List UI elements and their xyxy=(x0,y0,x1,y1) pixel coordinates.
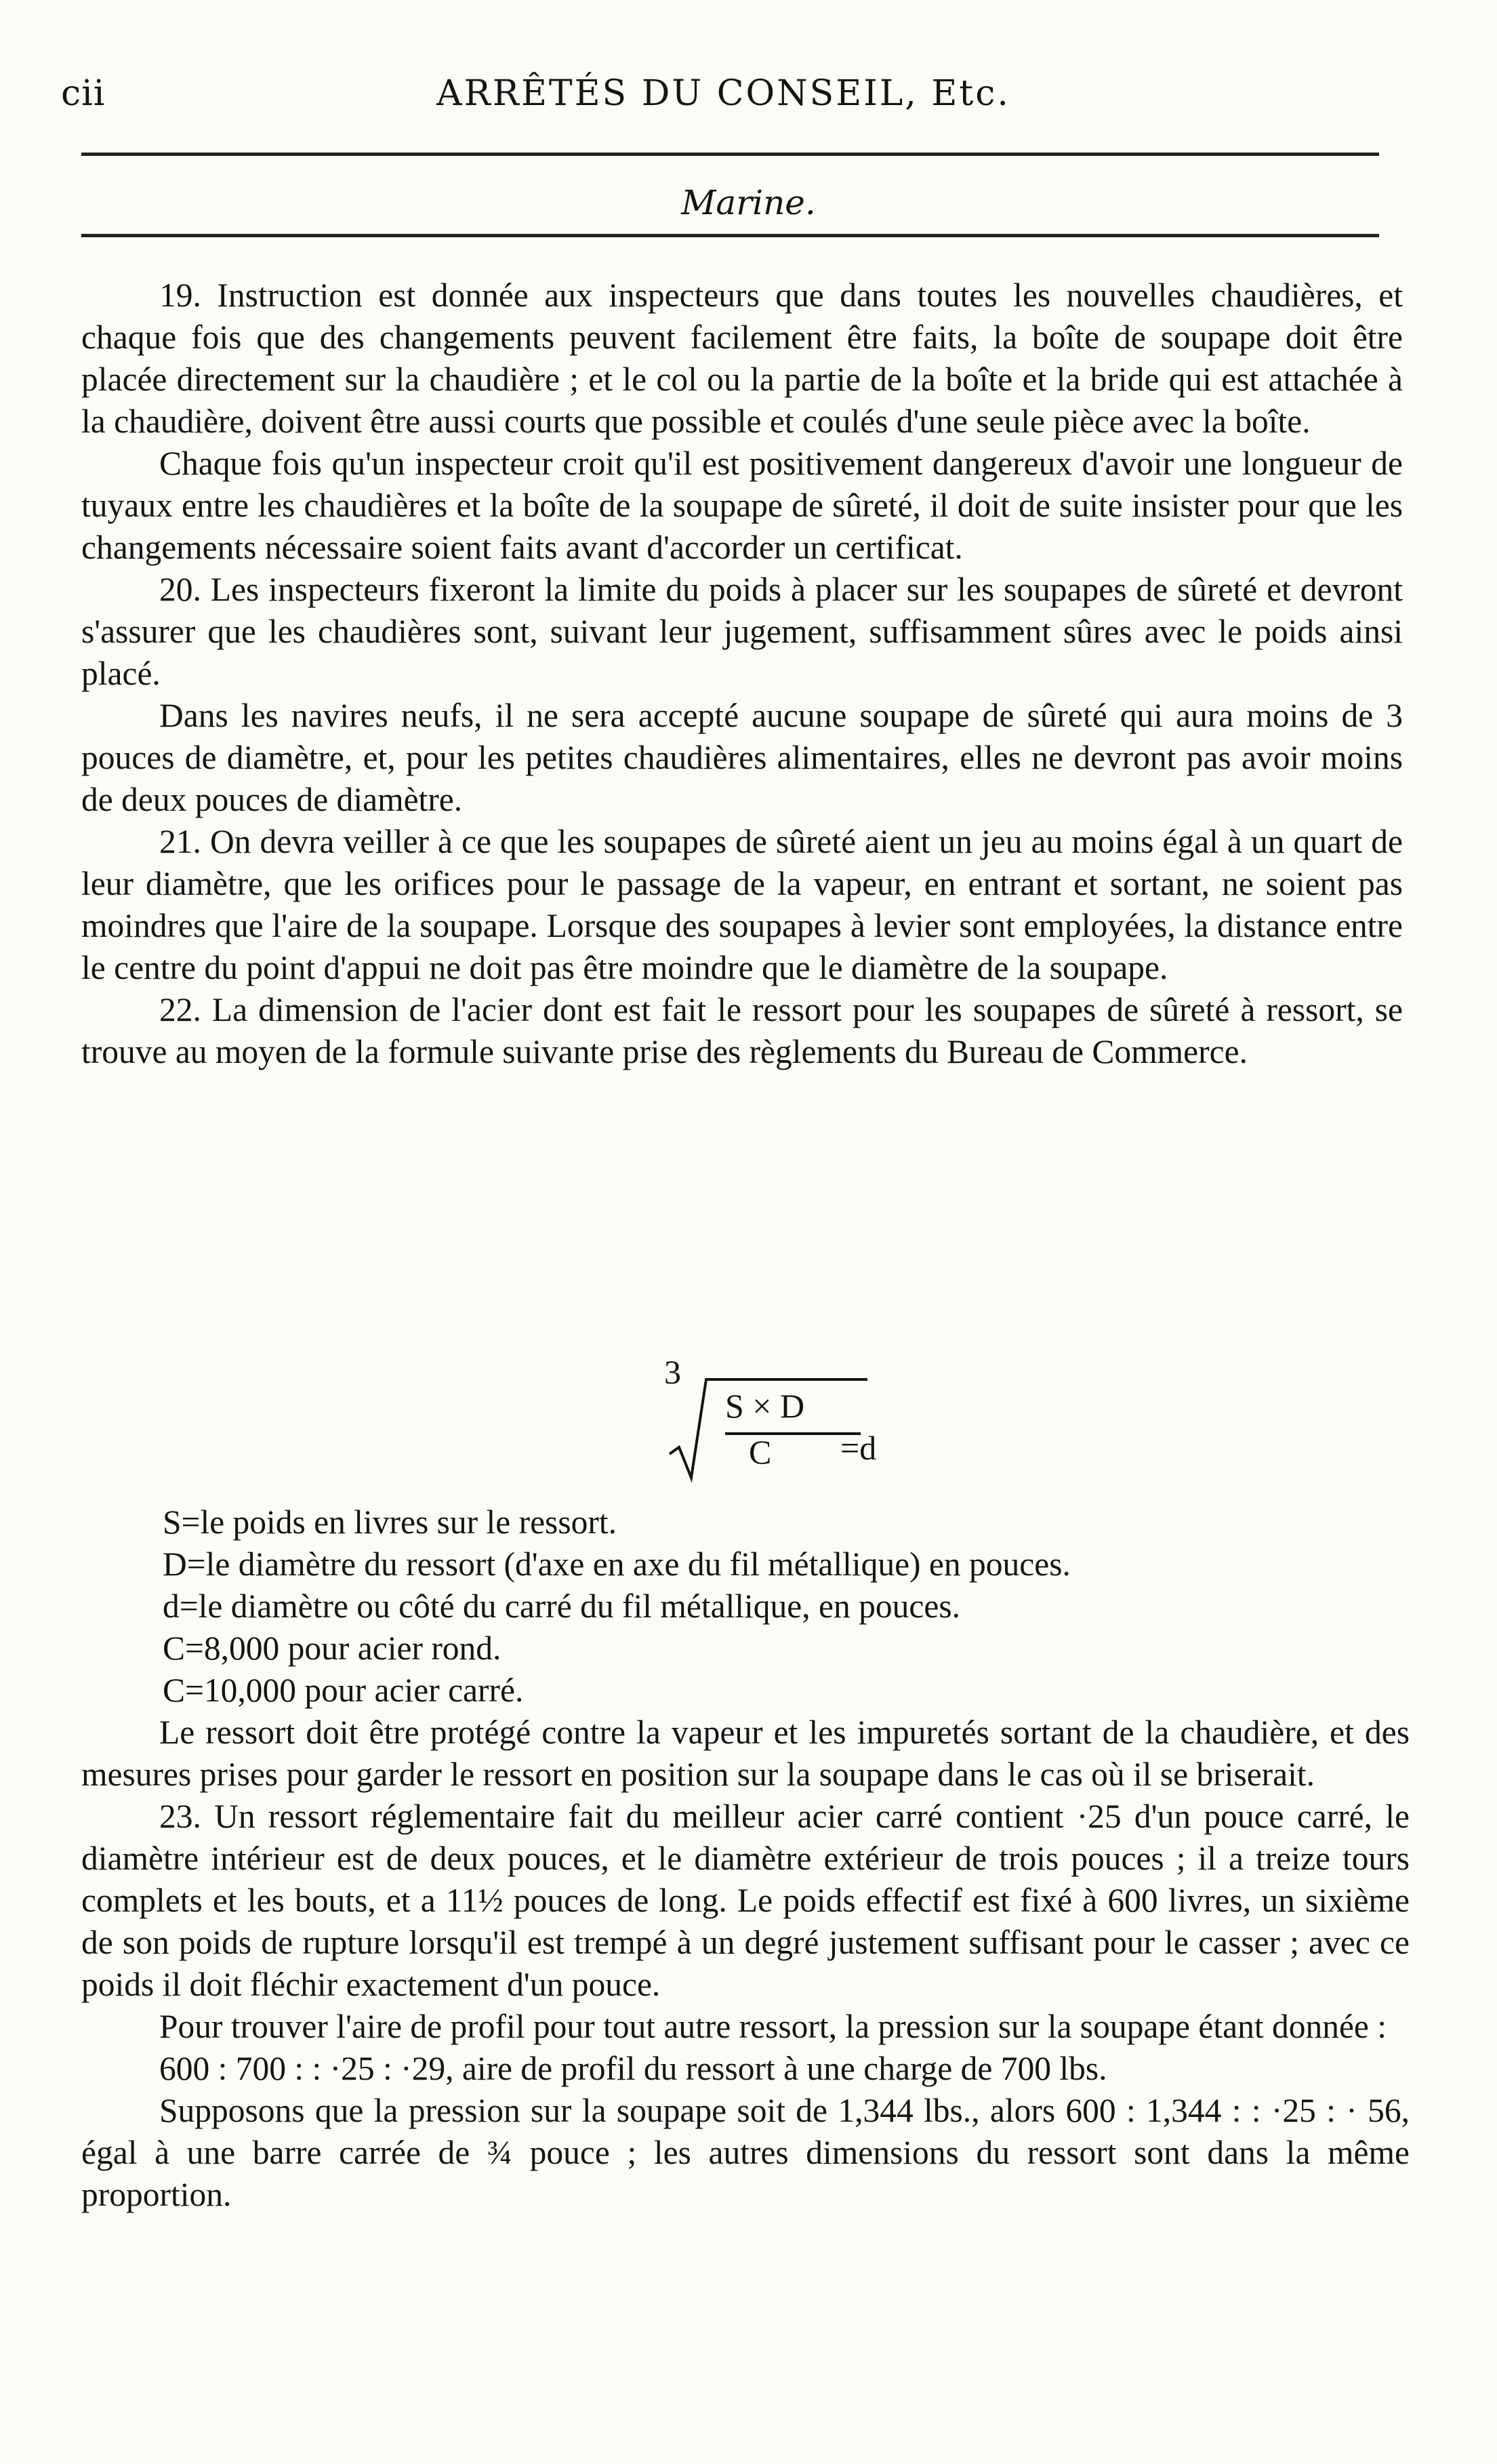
paragraph: Supposons que la pression sur la soupape soit de 1,344 lbs., alors 600 : 1,344 : : ·25 : · 56, égal à une barre carrée de ¾ pouce ; les autres dimensions du ressort sont dans la même proportion. xyxy=(81,2092,1410,2213)
paragraph: Pour trouver l'aire de profil pour tout autre ressort, la pression sur la soupape étant donnée : xyxy=(159,2008,1387,2045)
page-header xyxy=(61,73,1386,121)
formula-denominator: C xyxy=(749,1433,772,1471)
paragraph: 21. On devra veiller à ce que les soupapes de sûreté aient un jeu au moins égal à un quart de leur diamètre, que les orifices pour le passage de la vapeur, en entrant et sortant, ne soient pas moindres que l'aire de la soupape. Lorsque des soupapes à levier sont employées, la distance entre le centre du point d'appui ne doit pas être moindre que le diamètre de la soupape. xyxy=(81,823,1403,986)
section-title: Marine. xyxy=(681,183,816,222)
paragraph: 600 : 700 : : ·25 : ·29, aire de profil du ressort à une charge de 700 lbs. xyxy=(159,2050,1107,2087)
body-text xyxy=(81,275,1403,1073)
formula-numerator: S × D xyxy=(725,1387,805,1425)
definition-item: S=le poids en livres sur le ressort. xyxy=(163,1503,617,1541)
paragraph: Dans les navires neufs, il ne sera accepté aucune soupape de sûreté qui aura moins de 3 pouces de diamètre, et, pour les petites chaudières alimentaires, elles ne devront pas avoir moins de deux pouces de diamètre. xyxy=(81,697,1403,818)
definition-item: D=le diamètre du ressort (d'axe en axe du fil métallique) en pouces. xyxy=(163,1546,1071,1583)
definition-item: d=le diamètre ou côté du carré du fil métallique, en pouces. xyxy=(163,1588,960,1625)
paragraph: 20. Les inspecteurs fixeront la limite du poids à placer sur les soupapes de sûreté et devront s'assurer que les chaudières sont, suivant leur jugement, suffisamment sûres avec le poids ainsi placé. xyxy=(81,571,1403,692)
root-index: 3 xyxy=(664,1353,681,1391)
definition-item: C=10,000 pour acier carré. xyxy=(163,1672,524,1709)
paragraph: Chaque fois qu'un inspecteur croit qu'il est positivement dangereux d'avoir une longueur de tuyaux entre les chaudières et la boîte de la soupape de sûreté, il doit de suite insister pour que les changements nécessaire soient faits avant d'accorder un certificat. xyxy=(81,445,1403,566)
header-rule-bottom xyxy=(81,234,1379,237)
body-text-continued xyxy=(81,1712,1410,2216)
definitions-list xyxy=(81,1501,1410,1712)
spring-formula xyxy=(657,1352,942,1488)
formula-result: =d xyxy=(840,1429,877,1467)
definition-item: C=8,000 pour acier rond. xyxy=(163,1630,501,1667)
header-rule-top xyxy=(81,153,1379,156)
paragraph: 19. Instruction est donnée aux inspecteurs que dans toutes les nouvelles chaudières, et chaque fois que des changements peuvent facilement être faits, la boîte de soupape doit être placée directement sur la chaudière ; et le col ou la partie de la boîte et la bride qui est attachée à la chaudière, doivent être aussi courts que possible et coulés d'une seule pièce avec la boîte. xyxy=(81,277,1403,440)
page-number: cii xyxy=(61,73,106,114)
paragraph: 22. La dimension de l'acier dont est fait le ressort pour les soupapes de sûreté à ressort, se trouve au moyen de la formule suivante prise des règlements du Bureau de Commerce. xyxy=(81,991,1403,1070)
paragraph: Le ressort doit être protégé contre la vapeur et les impuretés sortant de la chaudière, et des mesures prises pour garder le ressort en position sur la soupape dans le cas où il se briserait. xyxy=(81,1714,1410,1793)
paragraph: 23. Un ressort réglementaire fait du meilleur acier carré contient ·25 d'un pouce carré, le diamètre intérieur est de deux pouces, et le diamètre extérieur de trois pouces ; il a treize tours complets et les bouts, et a 11½ pouces de long. Le poids effectif est fixé à 600 livres, un sixième de son poids de rupture lorsqu'il est trempé à un degré justement suffisant pour le casser ; avec ce poids il doit fléchir exactement d'un pouce. xyxy=(81,1798,1410,2003)
running-title: ARRÊTÉS DU CONSEIL, Etc. xyxy=(436,73,1010,114)
